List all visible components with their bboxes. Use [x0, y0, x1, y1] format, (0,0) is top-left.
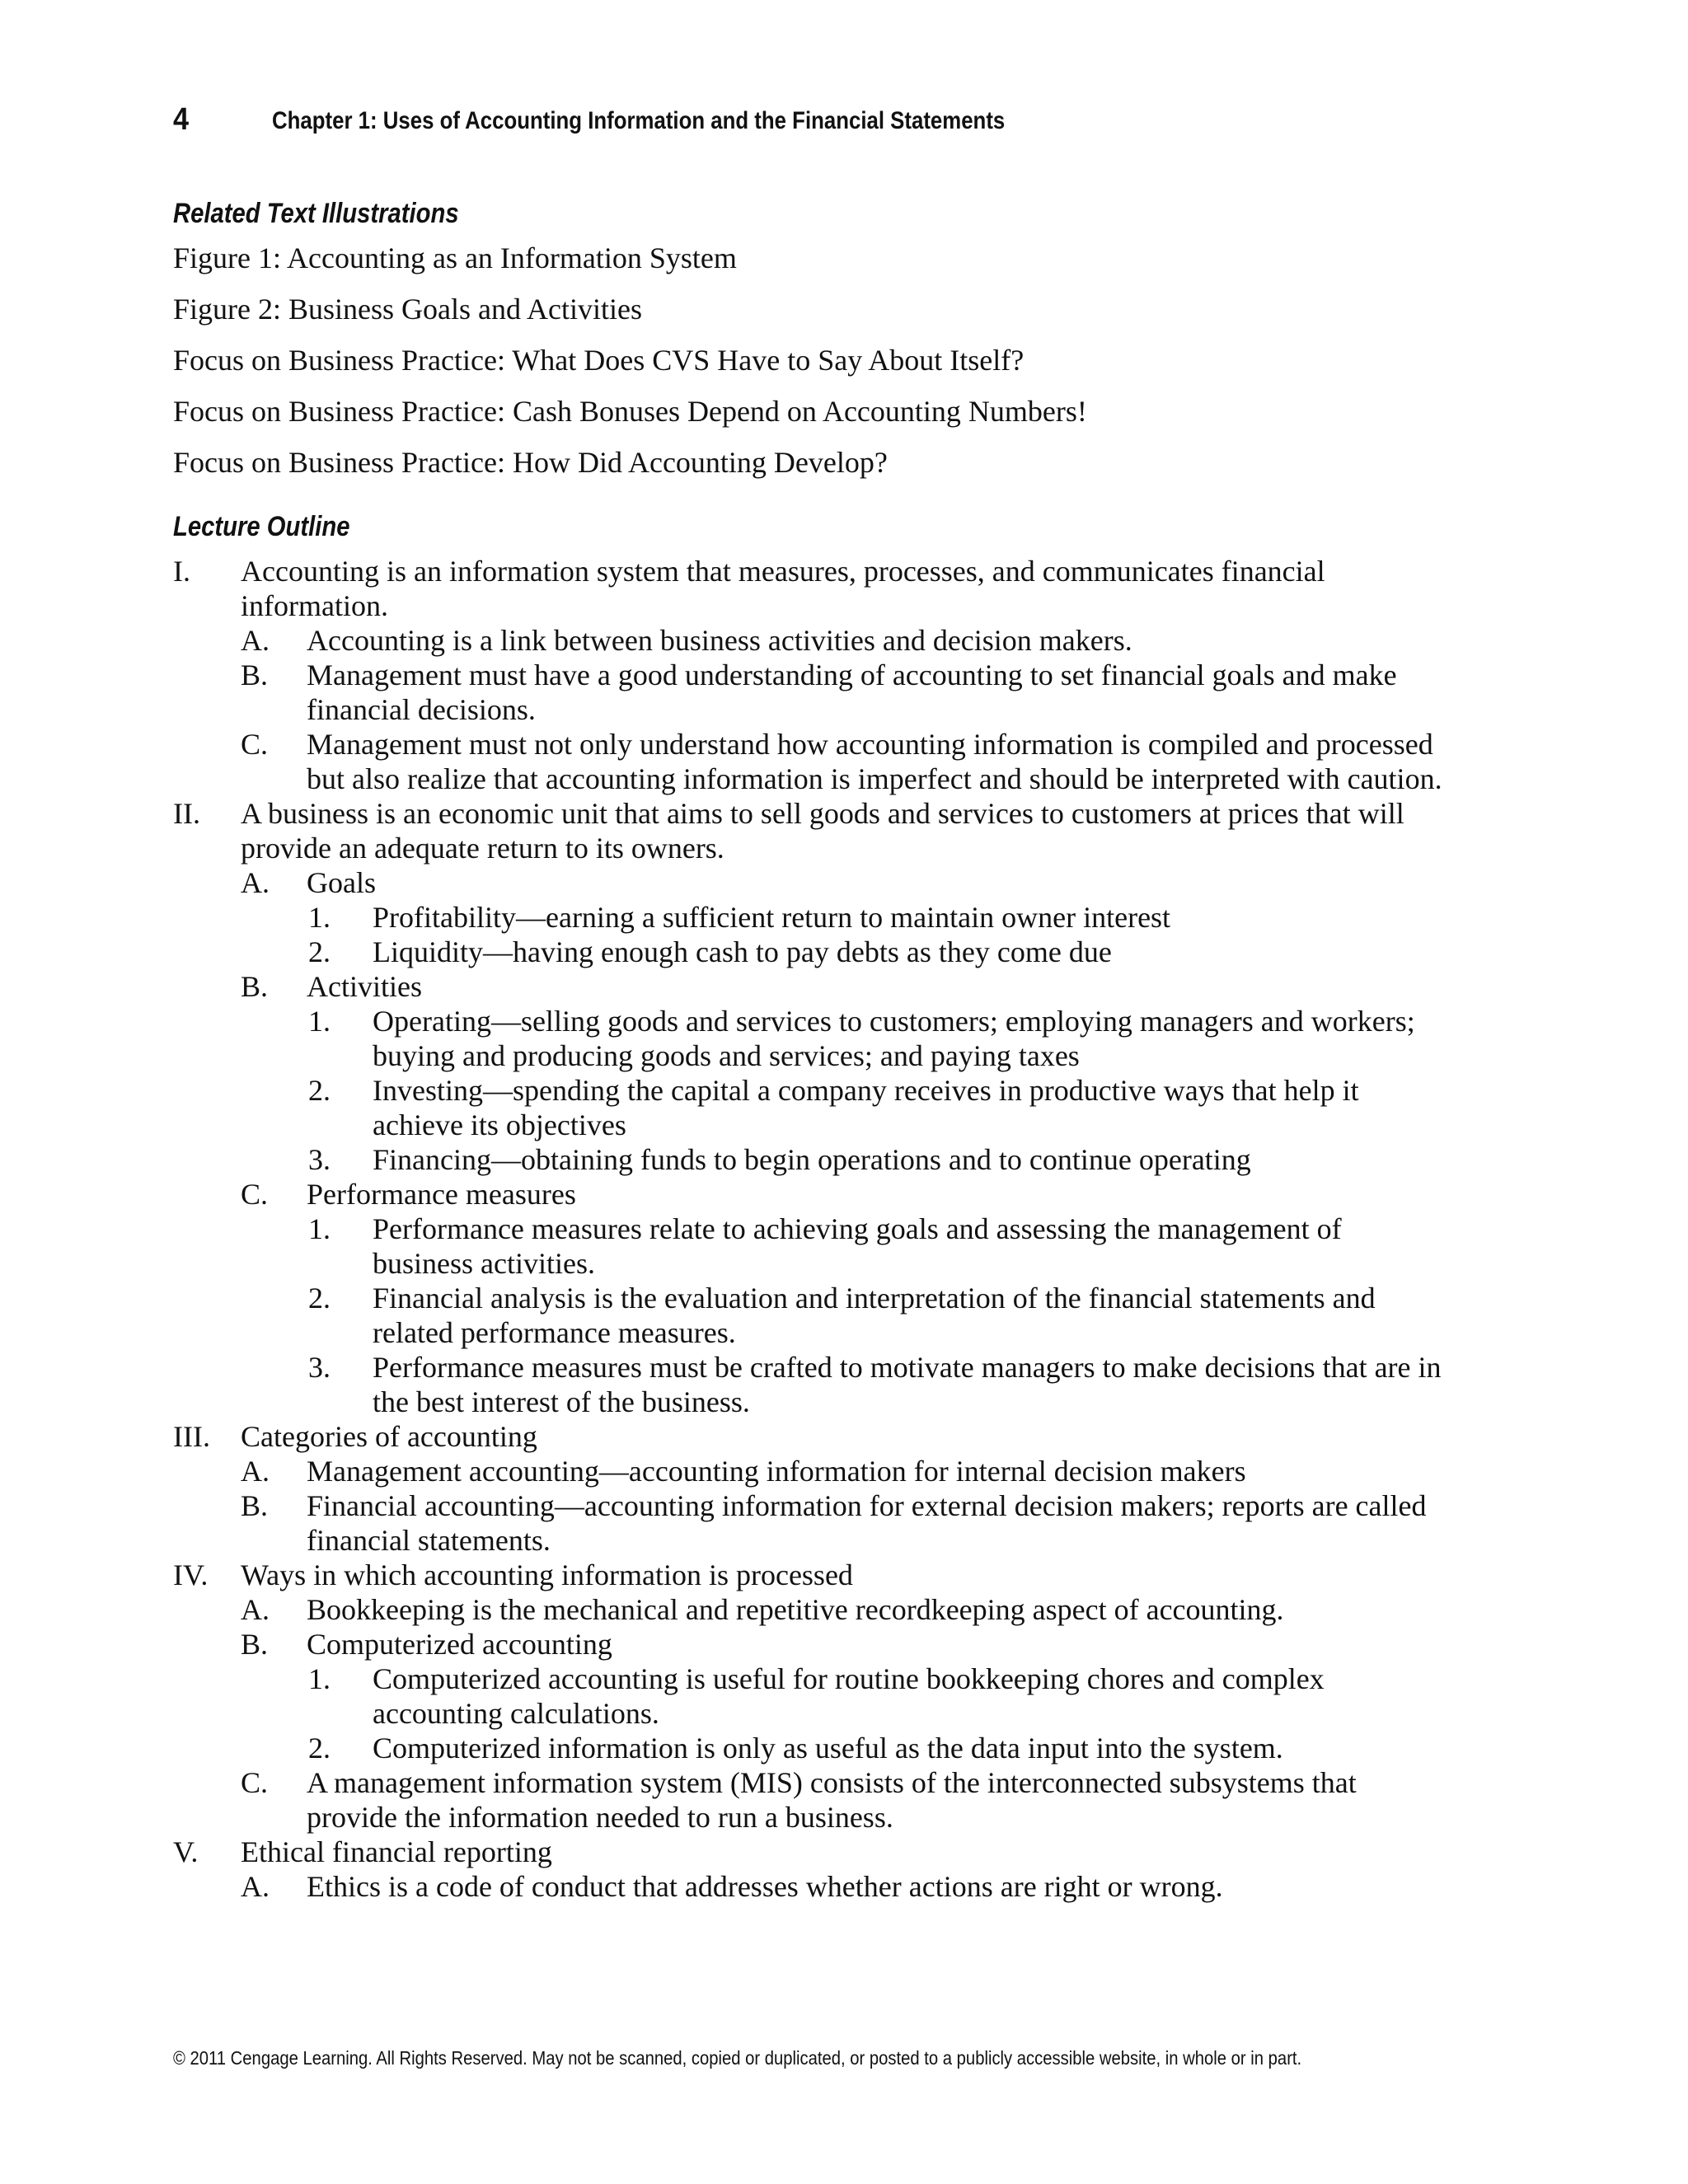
- outline-text: A management information system (MIS) consists of the interconnected subsystems that provide the information needed to run a business.: [307, 1766, 1357, 1834]
- outline-marker: C.: [241, 728, 269, 761]
- outline-text: Ways in which accounting information is processed: [241, 1558, 853, 1591]
- outline-marker: A.: [241, 1455, 270, 1488]
- outline-marker: 2.: [308, 1732, 331, 1765]
- outline-item: [241, 658, 1442, 727]
- outline-item: [307, 1350, 1442, 1419]
- outline-marker: 2.: [308, 1282, 331, 1315]
- list-item: Focus on Business Practice: How Did Accounting Develop?: [173, 446, 888, 479]
- outline-text: Profitability—earning a sufficient return to maintain owner interest: [373, 901, 1171, 934]
- outline-marker: 3.: [308, 1351, 331, 1384]
- outline-text: Performance measures relate to achieving goals and assessing the management of business activities.: [373, 1212, 1342, 1280]
- outline-item: [173, 554, 1442, 796]
- outline-item: [307, 1281, 1442, 1350]
- outline-text: Goals: [307, 866, 376, 899]
- related-illustrations-list: [173, 239, 1087, 494]
- outline-text: Financing—obtaining funds to begin operations and to continue operating: [373, 1143, 1251, 1176]
- outline-item: [173, 1835, 1442, 1904]
- outline-text: Computerized accounting is useful for routine bookkeeping chores and complex accounting calculations.: [373, 1662, 1325, 1730]
- outline-text: Ethics is a code of conduct that addresses whether actions are right or wrong.: [307, 1870, 1223, 1903]
- outline-marker: A.: [241, 1870, 270, 1903]
- outline-text: Categories of accounting: [241, 1420, 537, 1453]
- outline-item: [241, 1765, 1442, 1835]
- list-item: Figure 1: Accounting as an Information System: [173, 241, 737, 274]
- outline-marker: B.: [241, 658, 269, 691]
- outline-marker: A.: [241, 624, 270, 657]
- outline-text: Computerized information is only as useful as the data input into the system.: [373, 1732, 1283, 1765]
- outline-marker: 2.: [308, 935, 331, 968]
- outline-text: Performance measures: [307, 1178, 576, 1211]
- outline-marker: C.: [241, 1178, 269, 1211]
- outline-marker: 2.: [308, 1074, 331, 1107]
- outline-item: [241, 1869, 1442, 1904]
- outline-item: [241, 865, 1442, 969]
- lecture-outline: [173, 554, 1442, 1904]
- list-item: Focus on Business Practice: Cash Bonuses Depend on Accounting Numbers!: [173, 395, 1087, 428]
- outline-item: [241, 969, 1442, 1177]
- outline-marker: B.: [241, 970, 269, 1003]
- outline-text: Computerized accounting: [307, 1628, 612, 1661]
- outline-marker: B.: [241, 1628, 269, 1661]
- outline-item: [173, 796, 1442, 1419]
- outline-item: [241, 1454, 1442, 1488]
- outline-text: Bookkeeping is the mechanical and repetitive recordkeeping aspect of accounting.: [307, 1593, 1284, 1626]
- outline-marker: 1.: [308, 1212, 331, 1245]
- outline-text: Investing—spending the capital a company receives in productive ways that help it achieve its objectives: [373, 1074, 1359, 1141]
- copyright-notice: © 2011 Cengage Learning. All Rights Reserved. May not be scanned, copied or duplicated, or posted to a publicly accessible website, in whole or in part.: [173, 2047, 1302, 2069]
- outline-item: [173, 1419, 1442, 1558]
- page-number: 4: [173, 102, 190, 137]
- outline-marker: III.: [173, 1420, 210, 1453]
- list-item: Figure 2: Business Goals and Activities: [173, 293, 642, 326]
- outline-marker: A.: [241, 866, 270, 899]
- outline-marker: A.: [241, 1593, 270, 1626]
- outline-text: Performance measures must be crafted to motivate managers to make decisions that are in the best interest of the business.: [373, 1351, 1442, 1418]
- outline-marker: V.: [173, 1835, 199, 1868]
- outline-marker: 1.: [308, 901, 331, 934]
- outline-marker: II.: [173, 797, 200, 830]
- outline-marker: C.: [241, 1766, 269, 1799]
- outline-marker: 1.: [308, 1662, 331, 1695]
- outline-text: Operating—selling goods and services to customers; employing managers and workers; buying and producing goods and services; and paying taxes: [373, 1005, 1415, 1072]
- outline-item: [307, 1004, 1442, 1073]
- outline-item: [173, 1558, 1442, 1835]
- outline-text: Management accounting—accounting information for internal decision makers: [307, 1455, 1246, 1488]
- outline-marker: 3.: [308, 1143, 331, 1176]
- outline-text: Activities: [307, 970, 422, 1003]
- outline-item: [307, 1073, 1442, 1142]
- outline-text: Ethical financial reporting: [241, 1835, 552, 1868]
- outline-marker: B.: [241, 1489, 269, 1522]
- outline-text: Financial analysis is the evaluation and interpretation of the financial statements and related performance measures.: [373, 1282, 1376, 1349]
- outline-item: [307, 935, 1442, 969]
- outline-item: [241, 727, 1442, 796]
- outline-item: [241, 1627, 1442, 1765]
- outline-text: Management must have a good understanding of accounting to set financial goals and make financial decisions.: [307, 658, 1397, 726]
- related-illustrations-heading: Related Text Illustrations: [173, 198, 459, 229]
- outline-item: [307, 1661, 1442, 1731]
- outline-text: Accounting is an information system that measures, processes, and communicates financial information.: [241, 555, 1325, 622]
- outline-text: Accounting is a link between business activities and decision makers.: [307, 624, 1132, 657]
- outline-text: Financial accounting—accounting information for external decision makers; reports are called financial statements.: [307, 1489, 1427, 1557]
- outline-marker: 1.: [308, 1005, 331, 1038]
- outline-item: [307, 1212, 1442, 1281]
- outline-item: [307, 1731, 1442, 1765]
- outline-item: [241, 623, 1442, 658]
- outline-text: Liquidity—having enough cash to pay debts as they come due: [373, 935, 1112, 968]
- outline-item: [307, 900, 1442, 935]
- outline-item: [241, 1488, 1442, 1558]
- outline-item: [241, 1177, 1442, 1419]
- outline-text: Management must not only understand how accounting information is compiled and processed but also realize that accounting information is imperfect and should be interpreted with caution.: [307, 728, 1442, 795]
- chapter-title: Chapter 1: Uses of Accounting Information and the Financial Statements: [272, 107, 1006, 134]
- outline-marker: IV.: [173, 1558, 209, 1591]
- lecture-outline-heading: Lecture Outline: [173, 511, 350, 542]
- list-item: Focus on Business Practice: What Does CVS Have to Say About Itself?: [173, 344, 1025, 377]
- outline-text: A business is an economic unit that aims to sell goods and services to customers at prices that will provide an adequate return to its owners.: [241, 797, 1404, 865]
- outline-marker: I.: [173, 555, 190, 588]
- outline-item: [241, 1592, 1442, 1627]
- outline-item: [307, 1142, 1442, 1177]
